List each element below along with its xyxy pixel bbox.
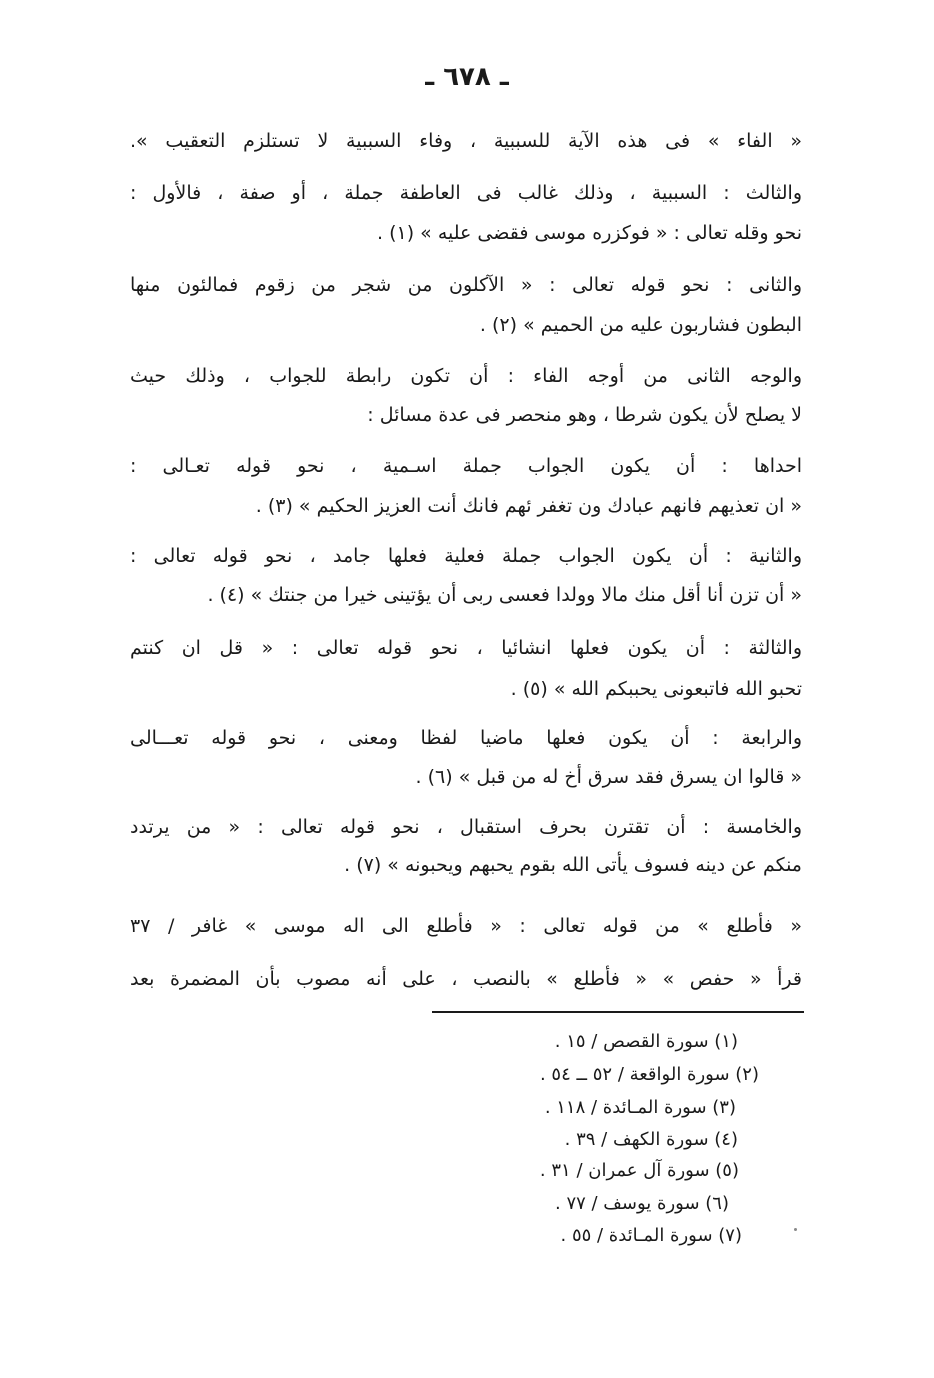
footnote: (٦) سورة يوسف / ٧٧ . [554,1193,729,1214]
text-line: والرابعة : أن يكون فعلها ماضيا لفظا ومعنى ، نحو قوله تعـــالى [130,727,802,749]
footnote: (٤) سورة الكهف / ٣٩ . [564,1129,738,1150]
text-line: منكم عن دينه فسوف يأتى الله بقوم يحبهم ويحبونه » (٧) . [344,854,802,876]
scan-speck [794,1228,797,1231]
text-line: « ان تعذيهم فانهم عبادك ون تغفر ئهم فانك أنت العزيز الحكيم » (٣) . [255,495,802,517]
text-line: والثالثة : أن يكون فعلها انشائيا ، نحو قوله تعالى : « قل ان كنتم [130,637,802,659]
text-line: لا يصلح لأن يكون شرطا ، وهو منحصر فى عدة مسائل : [367,404,802,426]
text-line: « أن تزن أنا أقل منك مالا وولدا فعسى ربى أن يؤتينى خيرا من جنتك » (٤) . [207,584,802,606]
text-line: والثانية : أن يكون الجواب جملة فعلية فعلها جامد ، نحو قوله تعالى : [130,545,802,567]
text-line: والثانى : نحو قوله تعالى : « الآكلون من شجر من زقوم فمالئون منها [130,274,802,296]
text-line: نحو وقله تعالى : « فوكزره موسى فقضى عليه » (١) . [376,222,802,244]
footnote-divider [432,1011,804,1013]
text-line: تحبو الله فاتبعونى يحببكم الله » (٥) . [510,678,802,700]
footnote: (٧) سورة المـائدة / ٥٥ . [560,1225,742,1246]
footnote: (١) سورة القصص / ١٥ . [554,1031,738,1052]
text-line: البطون فشاربون عليه من الحميم » (٢) . [479,314,802,336]
text-line: والثالث : السببية ، وذلك غالب فى العاطفة جملة ، أو صفة ، فالأول : [130,182,802,204]
footnote: (٥) سورة آل عمران / ٣١ . [539,1160,739,1181]
text-line: والوجه الثانى من أوجه الفاء : أن تكون رابطة للجواب ، وذلك حيث [130,365,802,387]
text-line: قرأ « حفص » « فأطلع » بالنصب ، على أنه مصوب بأن المضمرة بعد [130,968,802,990]
footnote: (٢) سورة الواقعة / ٥٢ ــ ٥٤ . [539,1064,759,1085]
text-line: « فأطلع » من قوله تعالى : « فأطلع الى اله موسى » غافر / ٣٧ [130,915,802,937]
footnote: (٣) سورة المـائدة / ١١٨ . [544,1097,736,1118]
text-line: « الفاء » فى هذه الآية للسببية ، وفاء السببية لا تستلزم التعقيب ». [130,130,802,152]
text-line: والخامسة : أن تقترن بحرف استقبال ، نحو قوله تعالى : « من يرتدد [130,816,802,838]
text-line: « قالوا ان يسرق فقد سرق أخ له من قبل » (٦) . [415,766,802,788]
text-line: احداها : أن يكون الجواب جملة اسـمية ، نحو قوله تعـالى : [130,455,802,477]
page-number: ـ ٦٧٨ ـ [425,62,509,92]
